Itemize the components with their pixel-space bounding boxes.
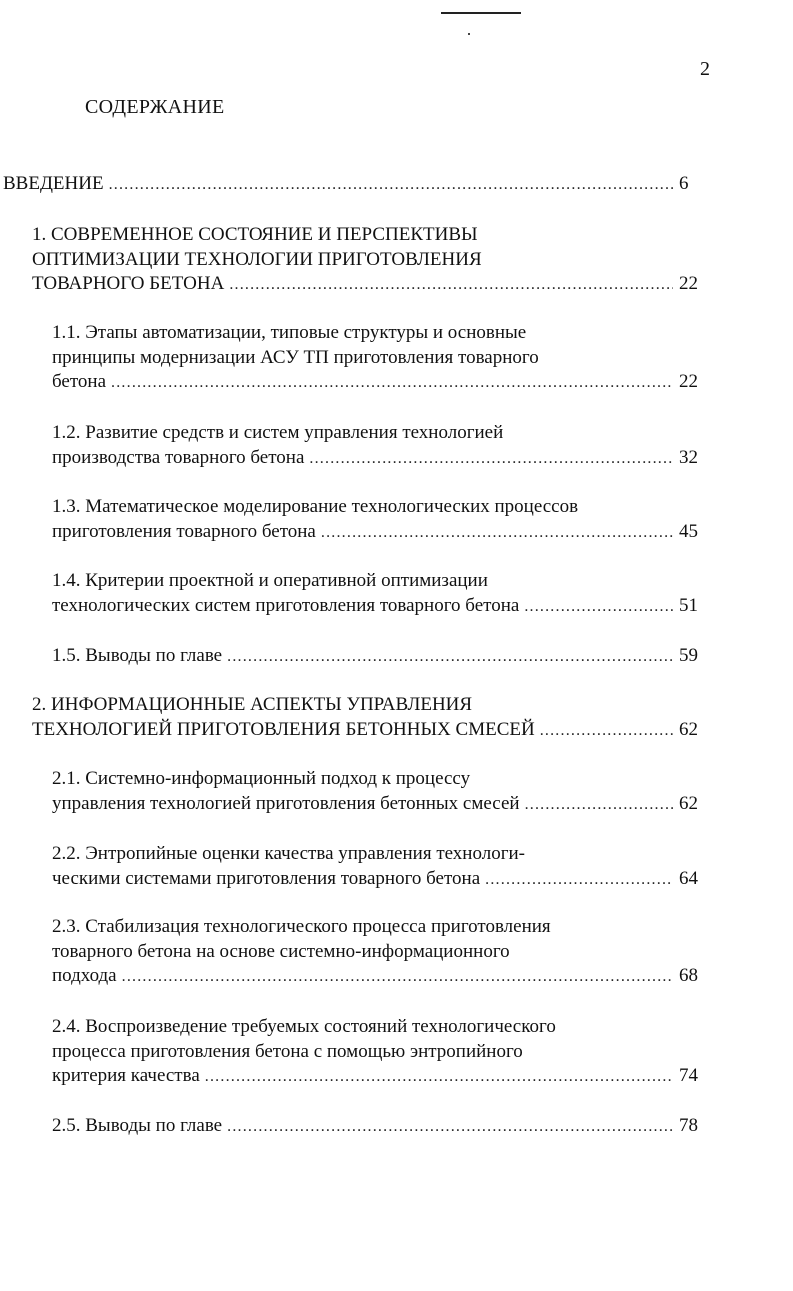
toc-entry-section-1-1: [52, 321, 705, 396]
toc-entry-text: критерия качества: [52, 1065, 200, 1086]
toc-entry-text: ВВЕДЕНИЕ: [3, 173, 104, 194]
toc-entry-section-1-5: [52, 644, 705, 670]
leader-dots: [321, 521, 673, 546]
toc-page-number: 68: [679, 965, 698, 986]
toc-entry-text: 1.5. Выводы по главе: [52, 645, 223, 666]
toc-entry-text: 1.1. Этапы автоматизации, типовые структуры и основные: [52, 322, 527, 343]
leader-dots: [109, 173, 673, 198]
toc-entry-chapter-1: [32, 223, 705, 298]
toc-entry-section-2-1: [52, 767, 705, 817]
leader-dots: [525, 793, 673, 818]
toc-entry-text: бетона: [52, 371, 107, 392]
toc-page-number: 78: [679, 1115, 698, 1136]
toc-entry-text: ТЕХНОЛОГИЕЙ ПРИГОТОВЛЕНИЯ БЕТОННЫХ СМЕСЕЙ: [32, 718, 535, 740]
toc-entry-text: приготовления товарного бетона: [52, 520, 316, 542]
leader-dots: [205, 1065, 673, 1090]
toc-entry-text: 2. ИНФОРМАЦИОННЫЕ АСПЕКТЫ УПРАВЛЕНИЯ: [32, 694, 473, 715]
toc-entry-text: 2.1. Системно-информационный подход к процессу: [52, 768, 471, 789]
toc-entry-section-1-3: [52, 495, 705, 545]
toc-entry-text: принципы модернизации АСУ ТП приготовления товарного: [52, 346, 539, 368]
toc-page-number: 6: [679, 173, 689, 194]
toc-entry-chapter-2: [32, 693, 705, 743]
toc-entry-section-2-4: [52, 1015, 705, 1090]
toc-page-number: 22: [679, 371, 698, 392]
leader-dots: [227, 1115, 673, 1140]
document-title: СОДЕРЖАНИЕ: [85, 96, 225, 118]
leader-dots: [229, 273, 673, 298]
toc-entry-text: ОПТИМИЗАЦИИ ТЕХНОЛОГИИ ПРИГОТОВЛЕНИЯ: [32, 248, 482, 270]
toc-entry-text: 2.3. Стабилизация технологического процесса приготовления: [52, 916, 551, 937]
toc-page-number: 45: [679, 520, 698, 542]
leader-dots: [111, 371, 673, 396]
toc-entry-section-1-2: [52, 421, 705, 471]
toc-entry-text: технологических систем приготовления товарного бетона: [52, 594, 520, 616]
toc-entry-text: ческими системами приготовления товарного бетона: [52, 867, 481, 889]
leader-dots: [524, 595, 673, 620]
toc-entry-introduction: [3, 172, 705, 198]
toc-entry-text: производства товарного бетона: [52, 446, 305, 468]
toc-entry-section-2-2: [52, 842, 705, 892]
toc-entry-text: 1.4. Критерии проектной и оперативной оптимизации: [52, 570, 488, 591]
toc-page-number: 51: [679, 594, 698, 616]
page-number: 2: [700, 58, 710, 80]
leader-dots: [309, 447, 673, 472]
leader-dots: [122, 965, 673, 990]
toc-entry-section-1-4: [52, 569, 705, 619]
toc-entry-text: 1.2. Развитие средств и систем управления технологией: [52, 422, 504, 443]
toc-page-number: 74: [679, 1065, 698, 1086]
scan-speck: [468, 33, 470, 35]
toc-entry-text: ТОВАРНОГО БЕТОНА: [32, 273, 225, 294]
toc-page-number: 32: [679, 446, 698, 468]
toc-entry-text: 2.4. Воспроизведение требуемых состояний технологического: [52, 1016, 556, 1037]
toc-entry-section-2-3: [52, 915, 705, 990]
toc-entry-text: управления технологией приготовления бетонных смесей: [52, 792, 520, 814]
toc-page-number: 22: [679, 273, 698, 294]
toc-entry-text: 1. СОВРЕМЕННОЕ СОСТОЯНИЕ И ПЕРСПЕКТИВЫ: [32, 224, 478, 245]
toc-entry-text: 1.3. Математическое моделирование технологических процессов: [52, 496, 579, 517]
leader-dots: [227, 645, 673, 670]
toc-page-number: 62: [679, 718, 698, 740]
toc-page-number: 64: [679, 867, 698, 889]
toc-entry-text: 2.5. Выводы по главе: [52, 1115, 223, 1136]
leader-dots: [540, 719, 673, 744]
leader-dots: [485, 868, 673, 893]
toc-entry-text: 2.2. Энтропийные оценки качества управления технологи-: [52, 843, 525, 864]
toc-entry-text: процесса приготовления бетона с помощью энтропийного: [52, 1040, 523, 1062]
toc-page-number: 62: [679, 792, 698, 814]
toc-entry-section-2-5: [52, 1114, 705, 1140]
toc-entry-text: подхода: [52, 965, 117, 986]
toc-entry-text: товарного бетона на основе системно-информационного: [52, 940, 510, 962]
header-rule: [441, 12, 521, 14]
toc-page-number: 59: [679, 645, 698, 666]
